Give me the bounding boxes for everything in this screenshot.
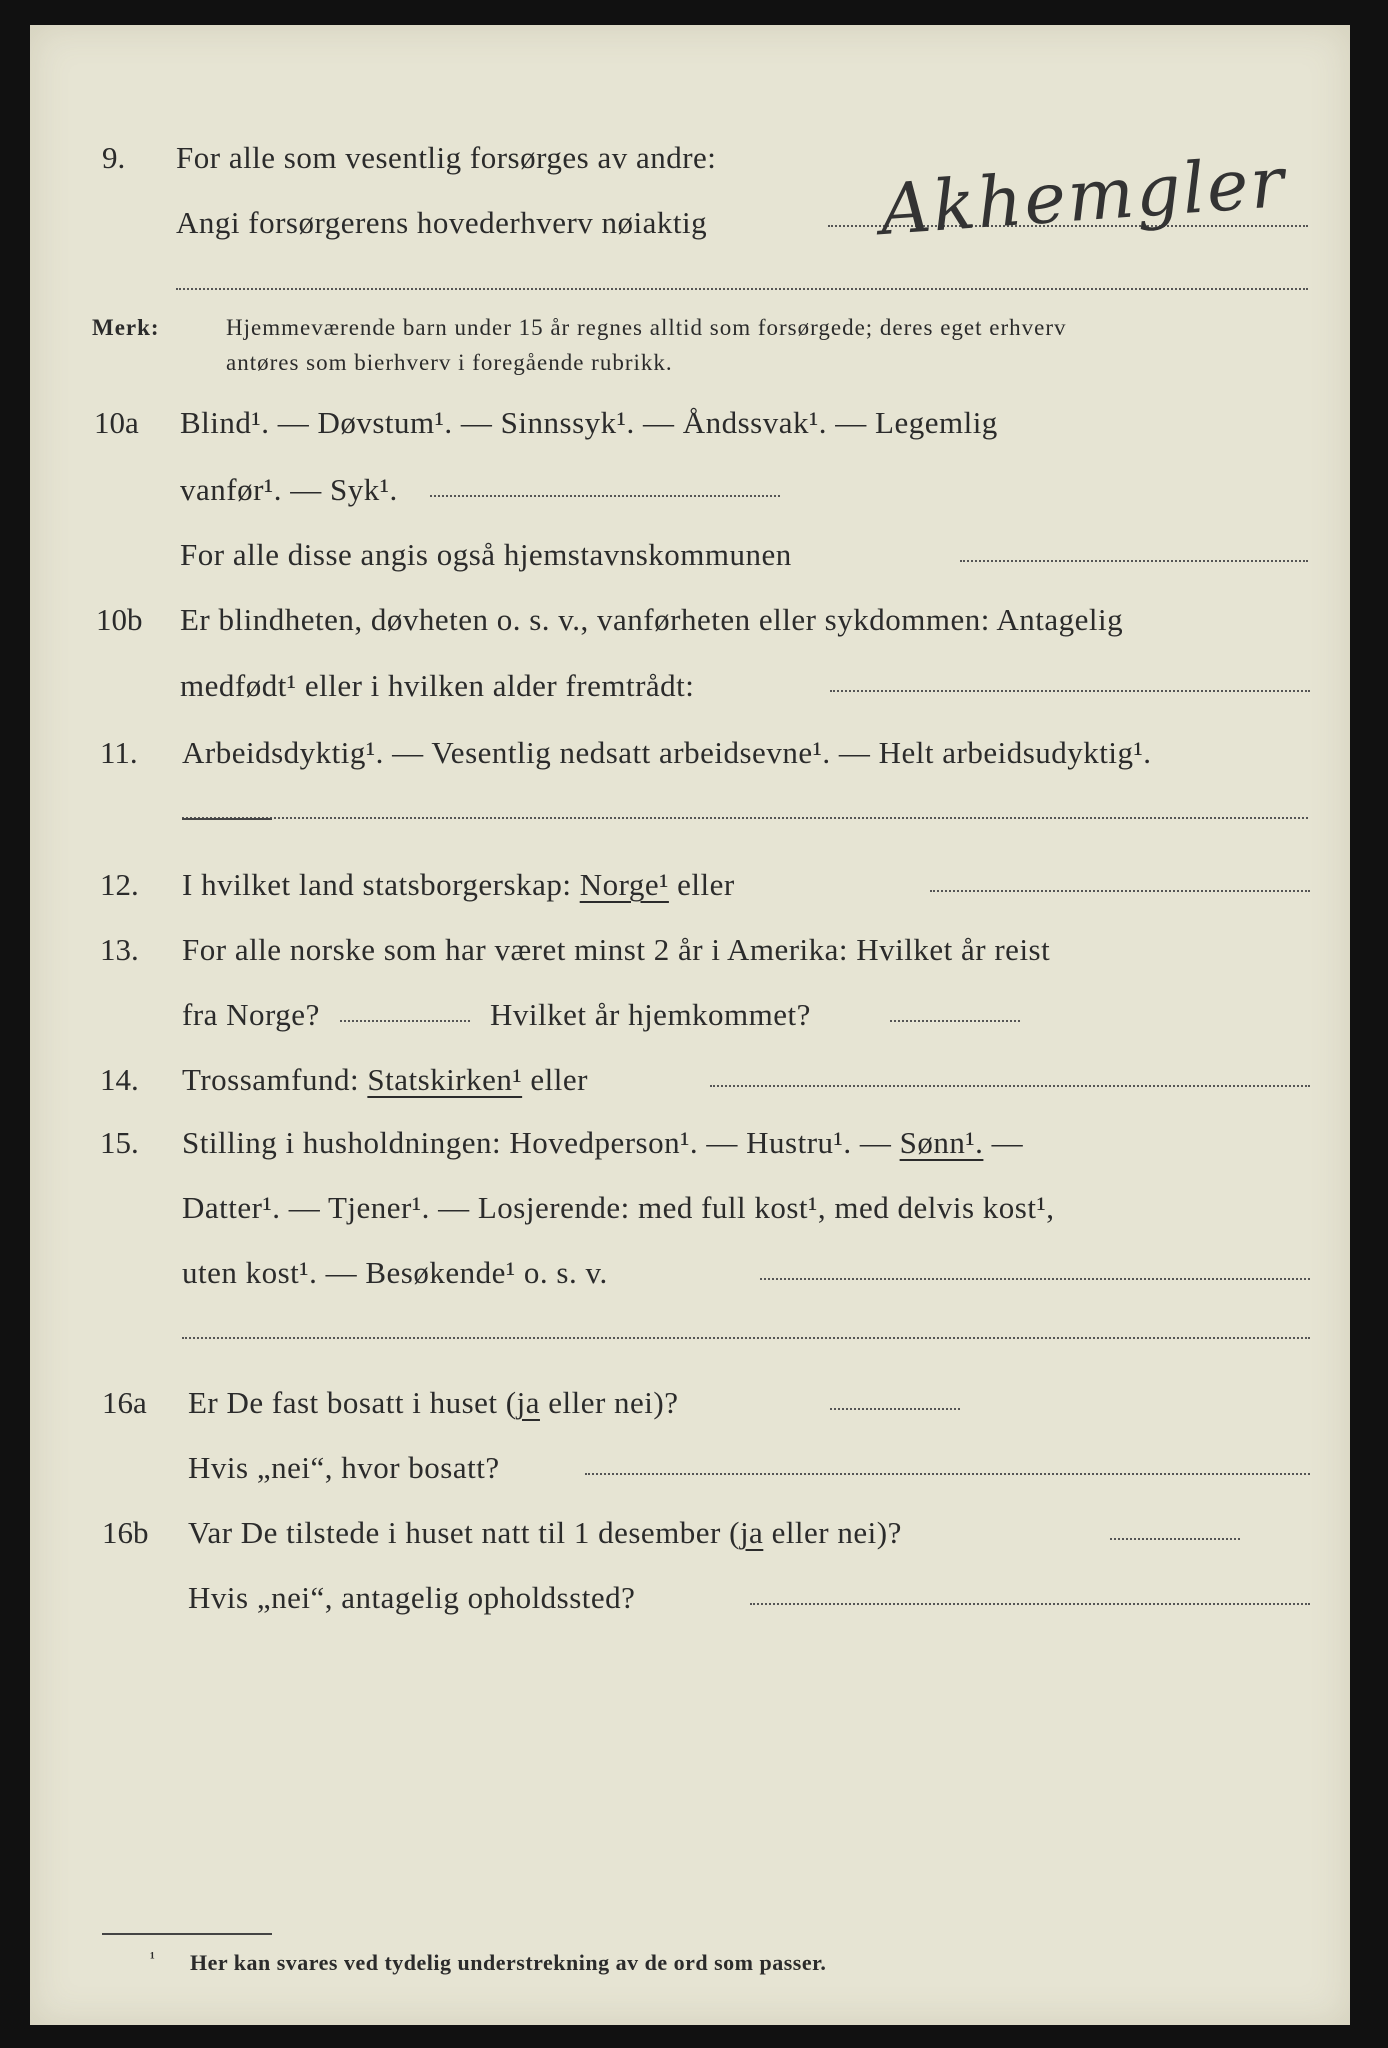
footnote-rule (102, 1933, 272, 1935)
q15-line1b: — (991, 1125, 1024, 1160)
q13-year-left-line (340, 1020, 470, 1022)
q15-line1a: Stilling i husholdningen: Hovedperson¹. — Hustru¹. — (182, 1125, 892, 1160)
q16b-line1 (188, 1515, 902, 1551)
merk-line1: Hjemmeværende barn under 15 år regnes alltid som forsørgede; deres eget erhverv (226, 315, 1067, 340)
q10b-answer-line (830, 690, 1310, 692)
q16a-number: 16a (102, 1385, 147, 1420)
q10a-line3: For alle disse angis også hjemstavnskommunen (180, 537, 792, 572)
q15-line3: uten kost¹. — Besøkende¹ o. s. v. (182, 1255, 608, 1290)
q10a-line1: Blind¹. — Døvstum¹. — Sinnssyk¹. — Åndssvak¹. — Legemlig (180, 405, 998, 440)
q9-extra-line (176, 288, 1308, 290)
q14-number: 14. (100, 1062, 139, 1097)
q9-line2: Angi forsørgerens hovederhverv nøiaktig (176, 205, 708, 240)
q11-line1: Arbeidsdyktig¹. — Vesentlig nedsatt arbeidsevne¹. — Helt arbeidsudyktig¹. (182, 735, 1152, 770)
q16a-line2: Hvis „nei“, hvor bosatt? (188, 1450, 500, 1485)
q12-post: eller (677, 867, 735, 902)
q16b-answer-line (1110, 1538, 1240, 1540)
q11-number: 11. (100, 735, 138, 770)
q9-handwritten-answer: Akhemgler (877, 140, 1289, 252)
q12-norge-underlined: Norge¹ (579, 867, 669, 902)
q16b-ja-underlined: ja (739, 1515, 764, 1550)
q16b-line1b: eller nei)? (771, 1515, 902, 1550)
q10a-syk-line (430, 495, 780, 497)
q11-answer-line (182, 817, 1308, 819)
q12-text (182, 867, 735, 903)
merk-line2: antøres som bierhverv i foregående rubrikk. (226, 350, 673, 375)
q12-answer-line (930, 890, 1310, 892)
q15-line2: Datter¹. — Tjener¹. — Losjerende: med full kost¹, med delvis kost¹, (182, 1190, 1055, 1225)
q11-answer-stroke (182, 818, 272, 820)
q14-answer-line (710, 1085, 1310, 1087)
footnote-mark: ¹ (150, 1950, 156, 1967)
q10a-number: 10a (94, 405, 139, 440)
q15-number: 15. (100, 1125, 139, 1160)
q16a-line1a: Er De fast bosatt i huset ( (188, 1385, 517, 1420)
q13-number: 13. (100, 932, 139, 967)
q15-extra-line (182, 1337, 1310, 1339)
q13-line1: For alle norske som har været minst 2 år i Amerika: Hvilket år reist (182, 932, 1051, 967)
merk-label: Merk: (92, 315, 160, 340)
q14-statskirken-underlined: Statskirken¹ (367, 1062, 523, 1097)
q15-sonn-underlined: Sønn¹. (899, 1125, 984, 1160)
q15-line1 (182, 1125, 1023, 1161)
q13-line2a: fra Norge? (182, 997, 320, 1032)
q12-pre: I hvilket land statsborgerskap: (182, 867, 572, 902)
q16b-line2: Hvis „nei“, antagelig opholdssted? (188, 1580, 636, 1615)
q16a-where-line (585, 1473, 1310, 1475)
q9-line1: For alle som vesentlig forsørges av andre: (176, 140, 717, 175)
q13-year-home-line (890, 1020, 1020, 1022)
q16b-where-line (750, 1603, 1310, 1605)
q10b-line1: Er blindheten, døvheten o. s. v., vanførheten eller sykdommen: Antagelig (180, 602, 1124, 637)
q16a-ja-underlined: ja (516, 1385, 540, 1420)
q10b-line2: medfødt¹ eller i hvilken alder fremtrådt: (180, 668, 695, 703)
q9-number: 9. (102, 140, 126, 175)
q15-answer-line (760, 1278, 1310, 1280)
q16b-line1a: Var De tilstede i huset natt til 1 desember ( (188, 1515, 740, 1550)
q10b-number: 10b (96, 602, 143, 637)
q10a-kommune-line (960, 560, 1308, 562)
q10a-line2: vanfør¹. — Syk¹. (180, 472, 398, 507)
q16b-number: 16b (102, 1515, 149, 1550)
census-form-page (30, 25, 1350, 2025)
q16a-line1b: eller nei)? (548, 1385, 679, 1420)
footnote-text: Her kan svares ved tydelig understrekning av de ord som passer. (190, 1950, 827, 1975)
q14-text (182, 1062, 588, 1098)
q14-post: eller (530, 1062, 588, 1097)
q13-line2b: Hvilket år hjemkommet? (490, 997, 811, 1032)
q12-number: 12. (100, 867, 139, 902)
q16a-line1 (188, 1385, 679, 1421)
q16a-answer-line (830, 1408, 960, 1410)
q14-pre: Trossamfund: (182, 1062, 360, 1097)
